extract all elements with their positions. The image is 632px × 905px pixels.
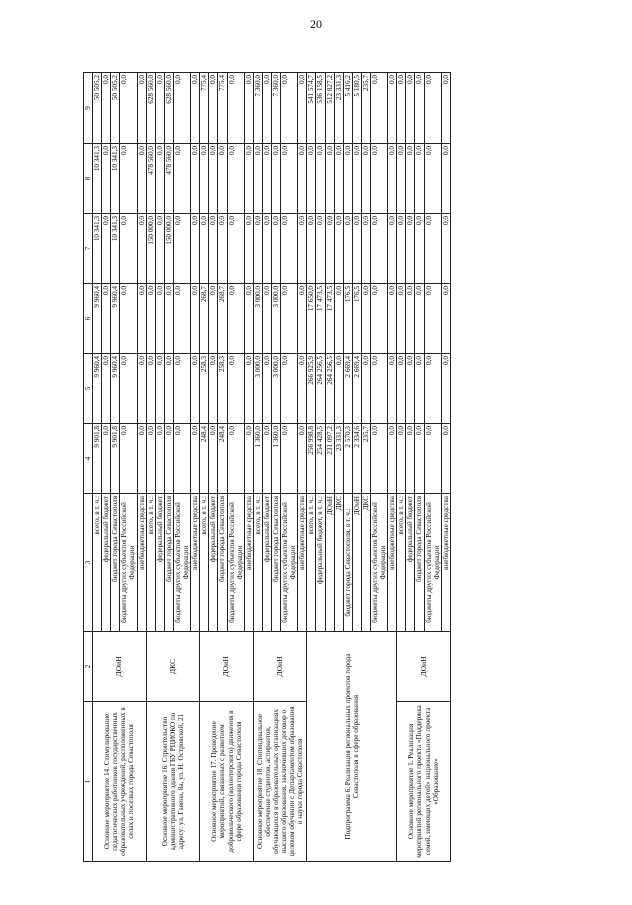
value-cell: 0,0 xyxy=(298,214,307,284)
value-cell: 5 180,5 xyxy=(352,73,361,144)
value-cell: 478 560,0 xyxy=(164,144,173,214)
column-number: 5 xyxy=(84,354,93,424)
value-cell: 0,0 xyxy=(397,354,406,424)
value-cell: 0,0 xyxy=(102,144,111,214)
value-cell: 0,0 xyxy=(406,73,415,144)
value-cell: 0,0 xyxy=(173,73,190,144)
value-cell: 0,0 xyxy=(281,73,298,144)
value-cell: 0,0 xyxy=(406,424,415,494)
value-cell: 0,0 xyxy=(164,354,173,424)
value-cell: 235,7 xyxy=(361,73,370,144)
value-cell: 9 901,8 xyxy=(111,424,120,494)
value-cell: 0,0 xyxy=(102,73,111,144)
value-cell: 0,0 xyxy=(137,424,146,494)
value-cell: 0,0 xyxy=(209,144,218,214)
value-cell: 0,0 xyxy=(209,73,218,144)
value-cell: 0,0 xyxy=(298,424,307,494)
table-row xyxy=(253,73,262,862)
value-cell: 7 360,0 xyxy=(253,73,262,144)
value-cell: 0,0 xyxy=(253,144,262,214)
value-cell: 0,0 xyxy=(227,424,244,494)
value-cell: 0,0 xyxy=(262,144,271,214)
value-cell: 0,0 xyxy=(191,284,200,354)
funding-source-cell: бюджет города Севастополя xyxy=(271,494,280,632)
responsible-executor: ДОиН xyxy=(200,632,254,702)
value-cell: 0,0 xyxy=(441,284,450,354)
value-cell: 0,0 xyxy=(102,284,111,354)
value-cell: 0,0 xyxy=(343,144,352,214)
value-cell: 0,0 xyxy=(120,354,137,424)
value-cell: 0,0 xyxy=(173,354,190,424)
value-cell: 50 505,2 xyxy=(93,73,102,144)
funding-source-cell: бюджеты других субъектов Российской Федерации xyxy=(424,494,441,632)
value-cell: 478 560,0 xyxy=(146,144,155,214)
value-cell: 0,0 xyxy=(173,284,190,354)
value-cell: 0,0 xyxy=(441,354,450,424)
page-number: 20 xyxy=(310,17,322,31)
value-cell: 17 473,5 xyxy=(325,284,334,354)
funding-source-cell: ДОиН xyxy=(325,494,334,632)
value-cell: 9 960,4 xyxy=(111,354,120,424)
value-cell: 0,0 xyxy=(424,214,441,284)
value-cell: 0,0 xyxy=(102,424,111,494)
value-cell: 0,0 xyxy=(155,354,164,424)
value-cell: 0,0 xyxy=(102,354,111,424)
funding-source-cell: внебюджетные средства xyxy=(137,494,146,632)
funding-source-cell: всего, в т. ч.: xyxy=(200,494,209,632)
value-cell: 256 998,8 xyxy=(307,424,316,494)
value-cell: 0,0 xyxy=(441,73,450,144)
value-cell: 0,0 xyxy=(191,73,200,144)
value-cell: 0,0 xyxy=(244,144,253,214)
value-cell: 0,0 xyxy=(371,284,388,354)
value-cell: 0,0 xyxy=(253,214,262,284)
value-cell: 0,0 xyxy=(191,354,200,424)
value-cell: 0,0 xyxy=(281,354,298,424)
value-cell: 0,0 xyxy=(281,144,298,214)
funding-source-cell: федеральный бюджет xyxy=(209,494,218,632)
value-cell: 0,0 xyxy=(307,144,316,214)
value-cell: 1 360,0 xyxy=(271,424,280,494)
funding-source-cell: всего, в т. ч.: xyxy=(253,494,262,632)
value-cell: 0,0 xyxy=(334,214,343,284)
value-cell: 0,0 xyxy=(441,144,450,214)
value-cell: 0,0 xyxy=(343,214,352,284)
value-cell: 0,0 xyxy=(120,73,137,144)
funding-source-cell: федеральный бюджет xyxy=(262,494,271,632)
value-cell: 0,0 xyxy=(361,354,370,424)
value-cell: 9 960,4 xyxy=(93,284,102,354)
funding-source-cell: внебюджетные средства xyxy=(441,494,450,632)
value-cell: 0,0 xyxy=(191,144,200,214)
value-cell: 1 360,0 xyxy=(253,424,262,494)
value-cell: 0,0 xyxy=(415,354,424,424)
value-cell: 0,0 xyxy=(307,214,316,284)
value-cell: 0,0 xyxy=(155,144,164,214)
value-cell: 0,0 xyxy=(155,284,164,354)
value-cell: 0,0 xyxy=(137,354,146,424)
value-cell: 775,4 xyxy=(200,73,209,144)
value-cell: 0,0 xyxy=(155,424,164,494)
value-cell: 266 925,9 xyxy=(307,354,316,424)
value-cell: 0,0 xyxy=(146,284,155,354)
value-cell: 0,0 xyxy=(262,214,271,284)
value-cell: 0,0 xyxy=(146,354,155,424)
value-cell: 0,0 xyxy=(316,214,325,284)
value-cell: 0,0 xyxy=(173,214,190,284)
value-cell: 0,0 xyxy=(244,284,253,354)
value-cell: 0,0 xyxy=(424,144,441,214)
value-cell: 0,0 xyxy=(406,214,415,284)
value-cell: 0,0 xyxy=(209,354,218,424)
value-cell: 0,0 xyxy=(415,144,424,214)
value-cell: 2 334,6 xyxy=(352,424,361,494)
value-cell: 0,0 xyxy=(371,73,388,144)
funding-source-cell: бюджет города Севастополя xyxy=(164,494,173,632)
value-cell: 0,0 xyxy=(244,424,253,494)
column-number: 1 xyxy=(84,702,93,862)
funding-source-cell: внебюджетные средства xyxy=(298,494,307,632)
value-cell: 0,0 xyxy=(371,214,388,284)
value-cell: 0,0 xyxy=(262,284,271,354)
header-row xyxy=(84,73,93,862)
value-cell: 0,0 xyxy=(164,284,173,354)
value-cell: 258,3 xyxy=(200,354,209,424)
table-row xyxy=(93,73,102,862)
subprogram-description: Подпрограмма 6. Реализация региональных проектов города Севастополя в сфере образования xyxy=(307,632,397,862)
column-number: 7 xyxy=(84,214,93,284)
value-cell: 231 097,2 xyxy=(325,424,334,494)
funding-source-cell: бюджеты других субъектов Российской Федерации xyxy=(227,494,244,632)
value-cell: 0,0 xyxy=(227,73,244,144)
funding-source-cell: бюджет города Севастополя, в т. ч.: xyxy=(343,494,352,632)
table-row xyxy=(307,73,316,862)
funding-source-cell: внебюджетные средства xyxy=(244,494,253,632)
column-number: 2 xyxy=(84,632,93,702)
value-cell: 50 505,2 xyxy=(111,73,120,144)
funding-source-cell: федеральный бюджет xyxy=(406,494,415,632)
value-cell: 0,0 xyxy=(146,424,155,494)
value-cell: 0,0 xyxy=(415,73,424,144)
table-row xyxy=(200,73,209,862)
responsible-executor: ДОиН xyxy=(93,632,147,702)
value-cell: 0,0 xyxy=(388,354,397,424)
column-number: 3 xyxy=(84,494,93,632)
value-cell: 248,4 xyxy=(200,424,209,494)
value-cell: 0,0 xyxy=(200,144,209,214)
value-cell: 3 000,0 xyxy=(271,354,280,424)
value-cell: 0,0 xyxy=(388,144,397,214)
funding-table xyxy=(83,72,451,862)
column-number: 9 xyxy=(84,73,93,144)
value-cell: 268,7 xyxy=(218,284,227,354)
funding-source-cell: ДОиН xyxy=(352,494,361,632)
value-cell: 23 331,3 xyxy=(334,73,343,144)
value-cell: 541 574,7 xyxy=(307,73,316,144)
value-cell: 17 650,0 xyxy=(307,284,316,354)
table-row xyxy=(397,73,406,862)
funding-source-cell: бюджет города Севастополя xyxy=(218,494,227,632)
value-cell: 0,0 xyxy=(218,214,227,284)
value-cell: 0,0 xyxy=(441,214,450,284)
value-cell: 0,0 xyxy=(424,284,441,354)
value-cell: 775,4 xyxy=(218,73,227,144)
value-cell: 0,0 xyxy=(397,144,406,214)
value-cell: 0,0 xyxy=(271,214,280,284)
value-cell: 0,0 xyxy=(102,214,111,284)
value-cell: 0,0 xyxy=(271,144,280,214)
funding-source-cell: всего, в т. ч.: xyxy=(146,494,155,632)
value-cell: 0,0 xyxy=(281,424,298,494)
value-cell: 0,0 xyxy=(227,144,244,214)
value-cell: 0,0 xyxy=(155,73,164,144)
value-cell: 268,7 xyxy=(200,284,209,354)
value-cell: 0,0 xyxy=(397,424,406,494)
value-cell: 0,0 xyxy=(281,284,298,354)
value-cell: 0,0 xyxy=(120,144,137,214)
value-cell: 628 560,0 xyxy=(164,73,173,144)
value-cell: 150 000,0 xyxy=(164,214,173,284)
value-cell: 0,0 xyxy=(137,214,146,284)
value-cell: 0,0 xyxy=(137,144,146,214)
value-cell: 2 669,4 xyxy=(352,354,361,424)
responsible-executor: ДОиН xyxy=(397,632,451,702)
value-cell: 0,0 xyxy=(262,424,271,494)
value-cell: 150 000,0 xyxy=(146,214,155,284)
funding-source-cell: бюджеты других субъектов Российской Федерации xyxy=(173,494,190,632)
value-cell: 0,0 xyxy=(120,284,137,354)
measure-description: Основное мероприятие 14. Стимулирование педагогических работников государственных образовательных учреждений, расположенных в селах и поселках города Севастополя xyxy=(93,702,147,862)
value-cell: 0,0 xyxy=(262,73,271,144)
funding-source-cell: внебюджетные средства xyxy=(191,494,200,632)
value-cell: 0,0 xyxy=(137,284,146,354)
value-cell: 0,0 xyxy=(209,214,218,284)
value-cell: 3 000,0 xyxy=(253,354,262,424)
value-cell: 9 960,4 xyxy=(111,284,120,354)
value-cell: 0,0 xyxy=(371,424,388,494)
column-number: 6 xyxy=(84,284,93,354)
value-cell: 0,0 xyxy=(298,354,307,424)
value-cell: 0,0 xyxy=(209,424,218,494)
funding-source-cell: бюджеты других субъектов Российской Федерации xyxy=(120,494,137,632)
value-cell: 0,0 xyxy=(173,144,190,214)
value-cell: 264 256,5 xyxy=(316,354,325,424)
value-cell: 2 669,4 xyxy=(343,354,352,424)
value-cell: 10 341,3 xyxy=(111,144,120,214)
funding-source-cell: всего, в т. ч.: xyxy=(307,494,316,632)
funding-source-cell: внебюджетные средства xyxy=(388,494,397,632)
rotated-table-container xyxy=(83,73,551,862)
value-cell: 0,0 xyxy=(397,214,406,284)
funding-source-cell: ДКС xyxy=(334,494,343,632)
value-cell: 9 960,4 xyxy=(93,354,102,424)
value-cell: 0,0 xyxy=(209,284,218,354)
column-number: 4 xyxy=(84,424,93,494)
value-cell: 0,0 xyxy=(388,214,397,284)
responsible-executor: ДКС xyxy=(146,632,200,702)
value-cell: 0,0 xyxy=(334,284,343,354)
value-cell: 176,5 xyxy=(352,284,361,354)
funding-source-cell: бюджеты других субъектов Российской Федерации xyxy=(371,494,388,632)
funding-source-cell: федеральный бюджет xyxy=(102,494,111,632)
value-cell: 3 000,0 xyxy=(271,284,280,354)
value-cell: 0,0 xyxy=(244,73,253,144)
value-cell: 0,0 xyxy=(406,284,415,354)
value-cell: 0,0 xyxy=(298,144,307,214)
responsible-executor: ДОиН xyxy=(253,632,307,702)
value-cell: 0,0 xyxy=(227,284,244,354)
value-cell: 0,0 xyxy=(424,73,441,144)
funding-source-cell: всего, в т. ч.: xyxy=(397,494,406,632)
value-cell: 0,0 xyxy=(334,144,343,214)
value-cell: 0,0 xyxy=(200,214,209,284)
table-row xyxy=(146,73,155,862)
value-cell: 23 331,3 xyxy=(334,424,343,494)
value-cell: 254 428,5 xyxy=(316,424,325,494)
funding-source-cell: бюджет города Севастополя xyxy=(111,494,120,632)
value-cell: 0,0 xyxy=(120,424,137,494)
value-cell: 0,0 xyxy=(415,424,424,494)
value-cell: 10 341,3 xyxy=(93,214,102,284)
value-cell: 0,0 xyxy=(218,144,227,214)
value-cell: 0,0 xyxy=(262,354,271,424)
column-number: 8 xyxy=(84,144,93,214)
value-cell: 0,0 xyxy=(191,214,200,284)
value-cell: 10 341,3 xyxy=(93,144,102,214)
value-cell: 17 473,5 xyxy=(316,284,325,354)
value-cell: 248,4 xyxy=(218,424,227,494)
value-cell: 235,7 xyxy=(361,424,370,494)
value-cell: 0,0 xyxy=(316,144,325,214)
funding-source-cell: федеральный бюджет xyxy=(155,494,164,632)
funding-source-cell: ДКС xyxy=(361,494,370,632)
value-cell: 0,0 xyxy=(173,424,190,494)
value-cell: 0,0 xyxy=(164,424,173,494)
value-cell: 0,0 xyxy=(191,424,200,494)
value-cell: 264 256,5 xyxy=(325,354,334,424)
value-cell: 0,0 xyxy=(397,284,406,354)
value-cell: 176,5 xyxy=(343,284,352,354)
value-cell: 0,0 xyxy=(137,73,146,144)
value-cell: 0,0 xyxy=(415,284,424,354)
value-cell: 0,0 xyxy=(298,284,307,354)
value-cell: 0,0 xyxy=(155,214,164,284)
value-cell: 0,0 xyxy=(371,144,388,214)
value-cell: 2 570,3 xyxy=(343,424,352,494)
value-cell: 0,0 xyxy=(244,354,253,424)
value-cell: 5 416,2 xyxy=(343,73,352,144)
value-cell: 0,0 xyxy=(361,144,370,214)
funding-source-cell: всего, в т. ч.: xyxy=(93,494,102,632)
value-cell: 0,0 xyxy=(361,284,370,354)
value-cell: 0,0 xyxy=(397,73,406,144)
value-cell: 0,0 xyxy=(406,354,415,424)
value-cell: 0,0 xyxy=(361,214,370,284)
measure-description: Основное мероприятие 1. Реализация мероприятий регионального проекта «Поддержка семей, имеющих детей» национального проекта «Образование» xyxy=(397,702,451,862)
value-cell: 0,0 xyxy=(352,214,361,284)
funding-source-cell: бюджеты других субъектов Российской Федерации xyxy=(281,494,298,632)
value-cell: 628 560,0 xyxy=(146,73,155,144)
value-cell: 0,0 xyxy=(325,144,334,214)
value-cell: 0,0 xyxy=(424,424,441,494)
measure-description: Основное мероприятие 17. Проведение мероприятий, связанных с развитием добровольческого (волонтерского) движения в сфере образования города Севастополя xyxy=(200,702,254,862)
value-cell: 0,0 xyxy=(227,354,244,424)
value-cell: 0,0 xyxy=(424,354,441,424)
value-cell: 0,0 xyxy=(388,424,397,494)
value-cell: 0,0 xyxy=(281,214,298,284)
value-cell: 0,0 xyxy=(388,284,397,354)
value-cell: 0,0 xyxy=(120,214,137,284)
value-cell: 0,0 xyxy=(441,424,450,494)
value-cell: 0,0 xyxy=(334,354,343,424)
value-cell: 9 901,8 xyxy=(93,424,102,494)
value-cell: 0,0 xyxy=(352,144,361,214)
measure-description: Основное мероприятие 18. Стипендиальное обеспечение студентов, аспирантов, обучающихся в образовательных организациях высшего образования, заключивших договор о целевом обучении с Департаментом образования и науки города Севастополя xyxy=(253,702,307,862)
value-cell: 0,0 xyxy=(227,214,244,284)
value-cell: 0,0 xyxy=(415,214,424,284)
value-cell: 512 827,2 xyxy=(325,73,334,144)
value-cell: 0,0 xyxy=(244,214,253,284)
value-cell: 10 341,3 xyxy=(111,214,120,284)
value-cell: 258,3 xyxy=(218,354,227,424)
value-cell: 0,0 xyxy=(325,214,334,284)
funding-source-cell: бюджет города Севастополя xyxy=(415,494,424,632)
value-cell: 0,0 xyxy=(406,144,415,214)
value-cell: 0,0 xyxy=(298,73,307,144)
value-cell: 0,0 xyxy=(371,354,388,424)
value-cell: 0,0 xyxy=(388,73,397,144)
funding-source-cell: федеральный бюджет, в т. ч.: xyxy=(316,494,325,632)
value-cell: 3 000,0 xyxy=(253,284,262,354)
measure-description: Основное мероприятие 16. Строительство административного здания ГБУ РЦИОКО по адресу: ул. Гавена, 8а, ул. Н. Островской, 21 xyxy=(146,702,200,862)
value-cell: 536 158,5 xyxy=(316,73,325,144)
value-cell: 7 360,0 xyxy=(271,73,280,144)
